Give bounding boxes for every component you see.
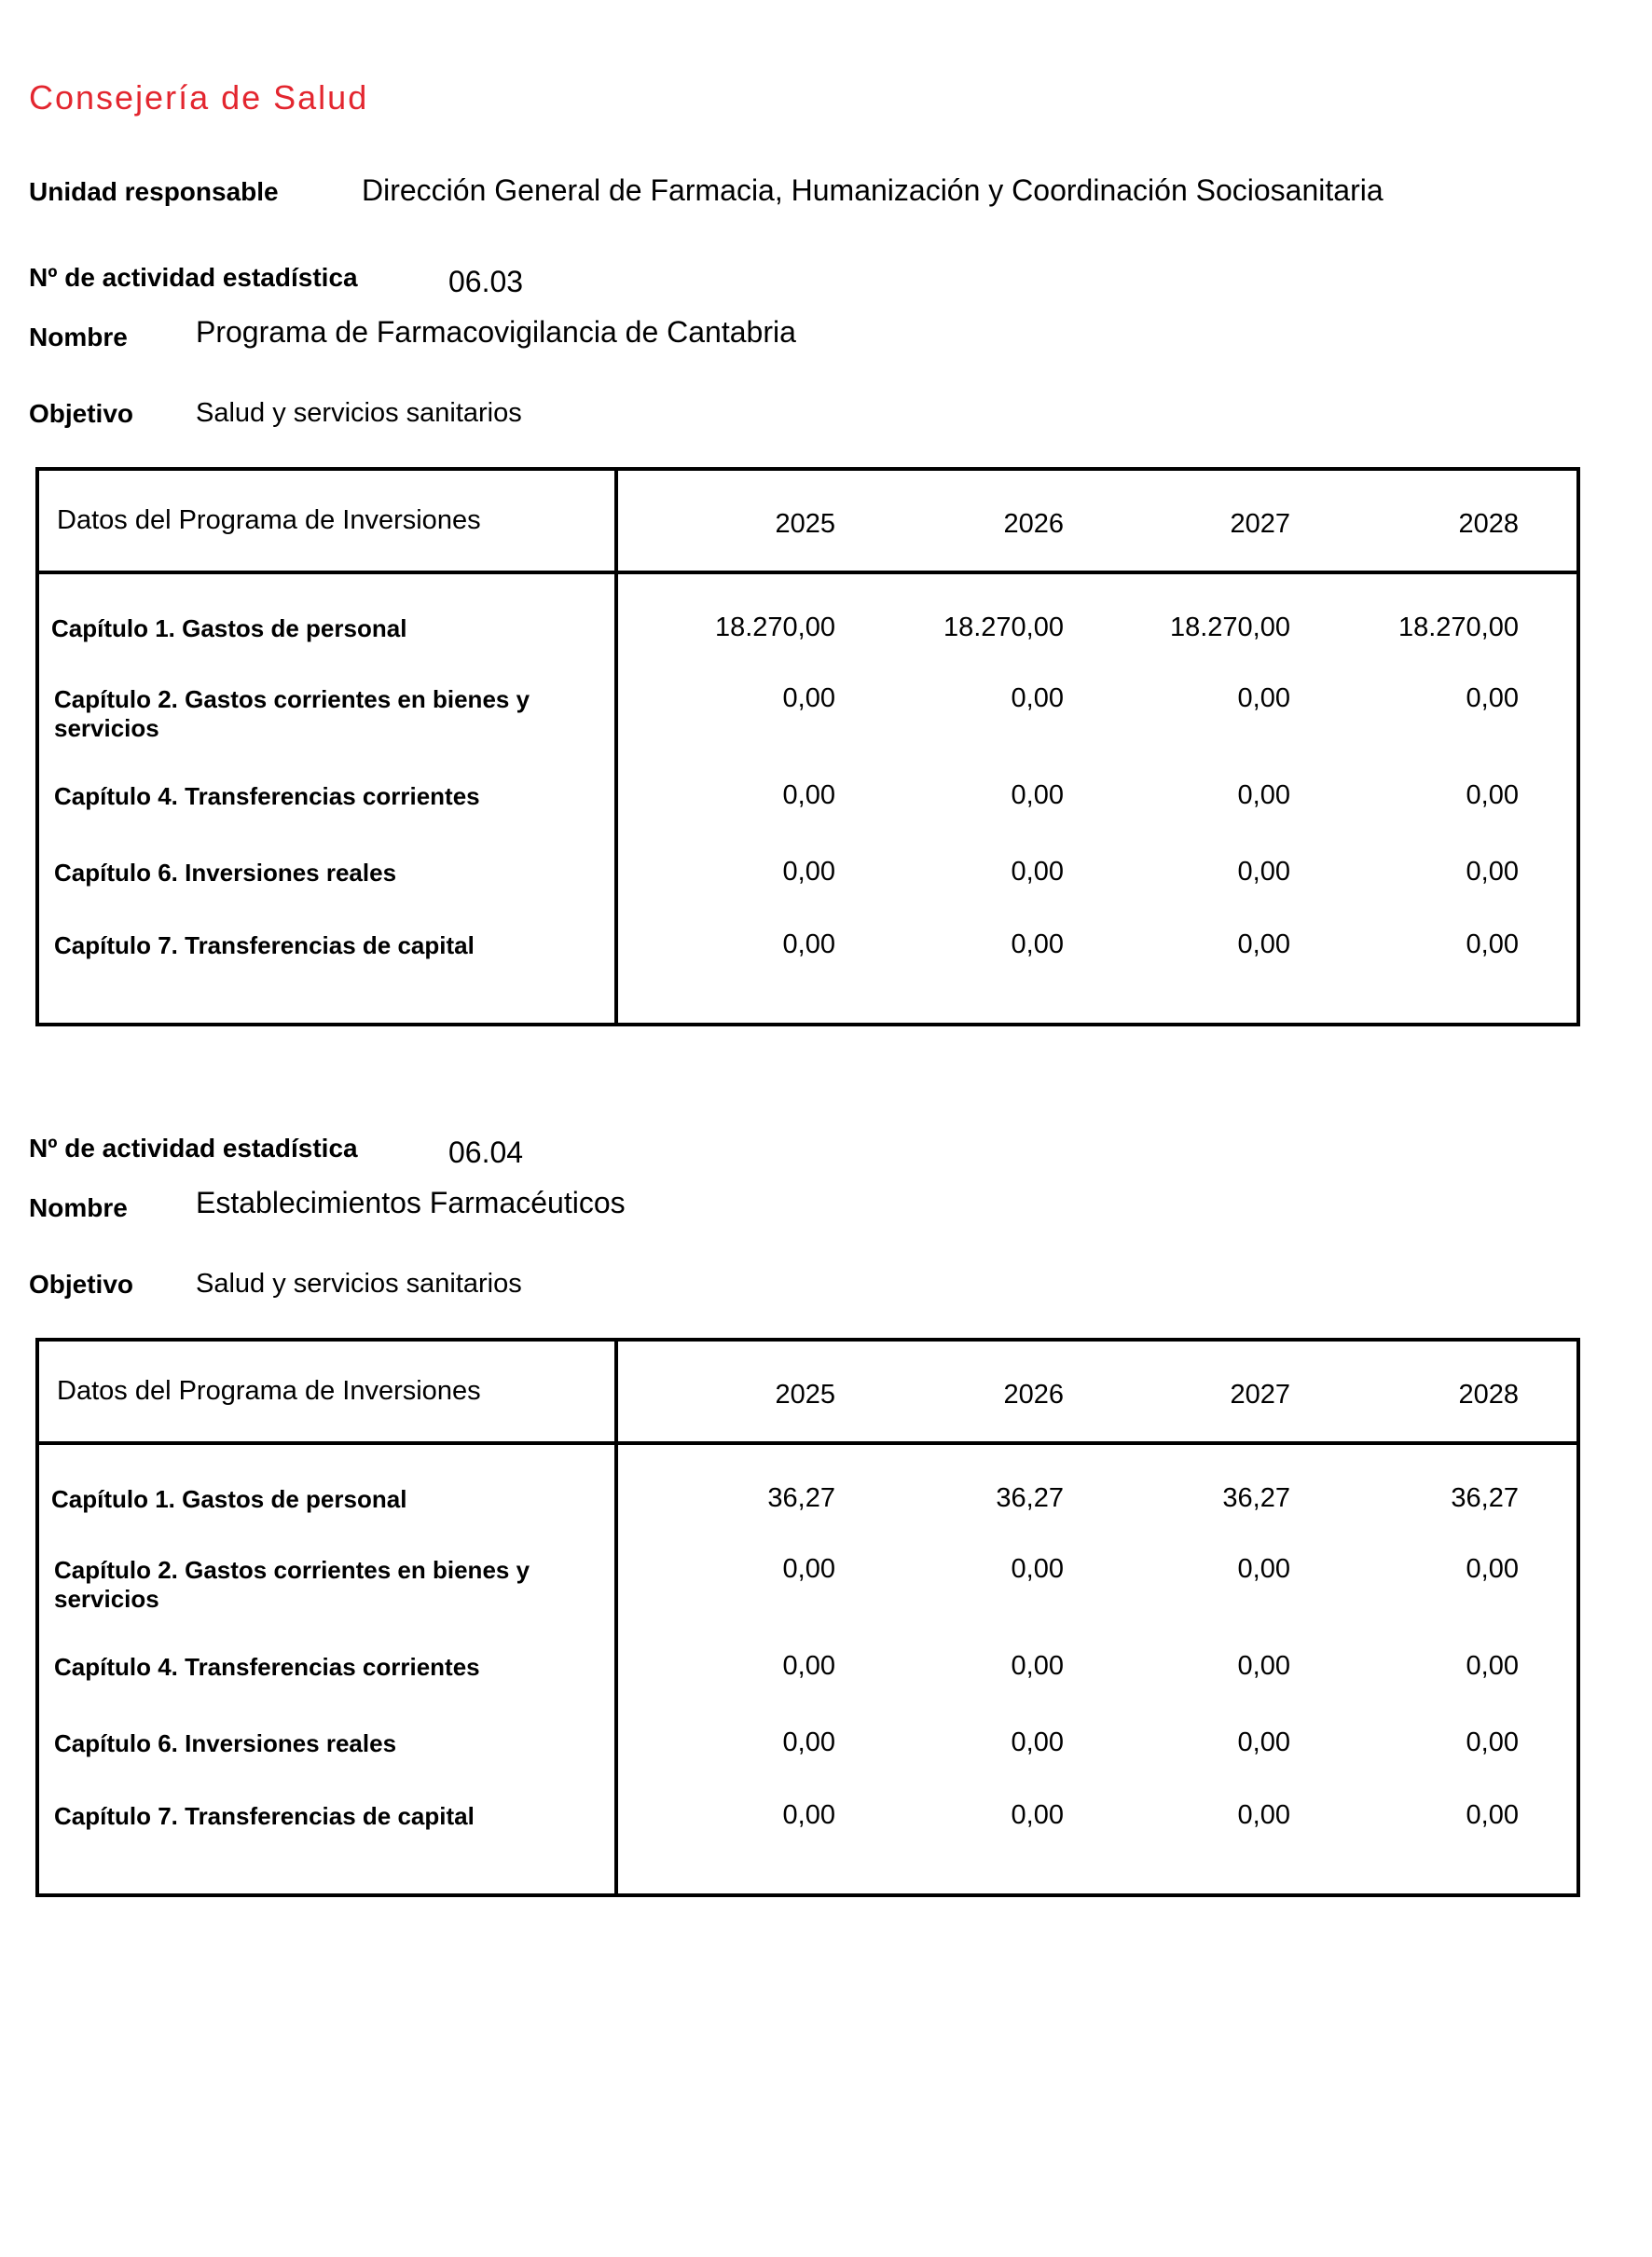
table-cell: 0,00: [782, 1800, 835, 1830]
year-header-2025: 2025: [775, 509, 835, 539]
table-divider-vertical: [614, 471, 618, 1023]
table-cell: 0,00: [1466, 1651, 1519, 1681]
objetivo-label: Objetivo: [29, 1270, 134, 1299]
actividad-name: Programa de Farmacovigilancia de Cantabria: [196, 315, 796, 349]
nombre-label: Nombre: [29, 1193, 128, 1222]
actividad-number: 06.03: [448, 265, 524, 298]
table-cell: 0,00: [782, 929, 835, 959]
table-cell: 36,27: [1222, 1483, 1290, 1513]
row-label: Capítulo 1. Gastos de personal: [51, 1485, 407, 1513]
table-cell: 0,00: [782, 780, 835, 810]
department-title: Consejería de Salud: [29, 78, 369, 117]
actividad-label: Nº de actividad estadística: [29, 263, 358, 292]
table-cell: 0,00: [1011, 1727, 1064, 1757]
table-cell: 0,00: [1466, 929, 1519, 959]
row-label: Capítulo 4. Transferencias corrientes: [54, 782, 480, 810]
unidad-value: Dirección General de Farmacia, Humanización y Coordinación Sociosanitaria: [362, 173, 1384, 207]
table-cell: 18.270,00: [943, 612, 1064, 642]
table-cell: 0,00: [1011, 683, 1064, 713]
row-label: Capítulo 7. Transferencias de capital: [54, 931, 475, 959]
table-cell: 0,00: [1466, 857, 1519, 887]
table-cell: 0,00: [1466, 1727, 1519, 1757]
table-cell: 0,00: [782, 1651, 835, 1681]
year-header-2027: 2027: [1230, 1380, 1290, 1410]
table-cell: 0,00: [1466, 1800, 1519, 1830]
row-label: Capítulo 6. Inversiones reales: [54, 1729, 397, 1757]
year-header-2026: 2026: [1003, 509, 1064, 539]
actividad-label: Nº de actividad estadística: [29, 1134, 358, 1163]
table-title: Datos del Programa de Inversiones: [57, 505, 481, 535]
actividad-name: Establecimientos Farmacéuticos: [196, 1186, 626, 1219]
table-cell: 0,00: [1237, 683, 1290, 713]
table-cell: 0,00: [1237, 857, 1290, 887]
year-header-2028: 2028: [1458, 1380, 1519, 1410]
row-label: Capítulo 2. Gastos corrientes en bienes y servicios: [54, 685, 530, 742]
table-cell: 0,00: [1237, 929, 1290, 959]
table-cell: 36,27: [767, 1483, 835, 1513]
year-header-2025: 2025: [775, 1380, 835, 1410]
table-cell: 0,00: [1011, 929, 1064, 959]
table-cell: 0,00: [1011, 857, 1064, 887]
table-title: Datos del Programa de Inversiones: [57, 1376, 481, 1406]
table-cell: 36,27: [1451, 1483, 1519, 1513]
investment-table: [35, 467, 1580, 1026]
table-cell: 0,00: [782, 683, 835, 713]
table-divider-horizontal: [39, 1441, 1576, 1445]
year-header-2028: 2028: [1458, 509, 1519, 539]
row-label: Capítulo 2. Gastos corrientes en bienes y servicios: [54, 1556, 530, 1613]
table-cell: 0,00: [1011, 1554, 1064, 1584]
table-cell: 0,00: [1466, 683, 1519, 713]
table-cell: 18.270,00: [714, 612, 835, 642]
row-label: Capítulo 7. Transferencias de capital: [54, 1802, 475, 1830]
table-cell: 0,00: [1011, 1651, 1064, 1681]
table-cell: 0,00: [782, 1554, 835, 1584]
table-cell: 0,00: [1466, 1554, 1519, 1584]
investment-table: [35, 1338, 1580, 1897]
table-divider-horizontal: [39, 571, 1576, 574]
table-divider-vertical: [614, 1342, 618, 1893]
table-cell: 0,00: [782, 857, 835, 887]
table-cell: 36,27: [996, 1483, 1064, 1513]
unidad-label: Unidad responsable: [29, 177, 279, 206]
year-header-2027: 2027: [1230, 509, 1290, 539]
row-label: Capítulo 6. Inversiones reales: [54, 859, 397, 887]
objetivo-label: Objetivo: [29, 399, 134, 428]
table-cell: 18.270,00: [1169, 612, 1290, 642]
table-cell: 0,00: [1237, 1651, 1290, 1681]
table-cell: 0,00: [1011, 1800, 1064, 1830]
table-cell: 0,00: [1237, 780, 1290, 810]
objetivo-value: Salud y servicios sanitarios: [196, 398, 522, 428]
table-cell: 0,00: [1466, 780, 1519, 810]
table-cell: 0,00: [1011, 780, 1064, 810]
row-label: Capítulo 4. Transferencias corrientes: [54, 1653, 480, 1681]
table-cell: 0,00: [1237, 1800, 1290, 1830]
actividad-number: 06.04: [448, 1135, 524, 1169]
table-cell: 0,00: [1237, 1554, 1290, 1584]
row-label: Capítulo 1. Gastos de personal: [51, 614, 407, 642]
table-cell: 0,00: [1237, 1727, 1290, 1757]
table-cell: 18.270,00: [1397, 612, 1519, 642]
objetivo-value: Salud y servicios sanitarios: [196, 1269, 522, 1299]
year-header-2026: 2026: [1003, 1380, 1064, 1410]
table-cell: 0,00: [782, 1727, 835, 1757]
nombre-label: Nombre: [29, 323, 128, 351]
